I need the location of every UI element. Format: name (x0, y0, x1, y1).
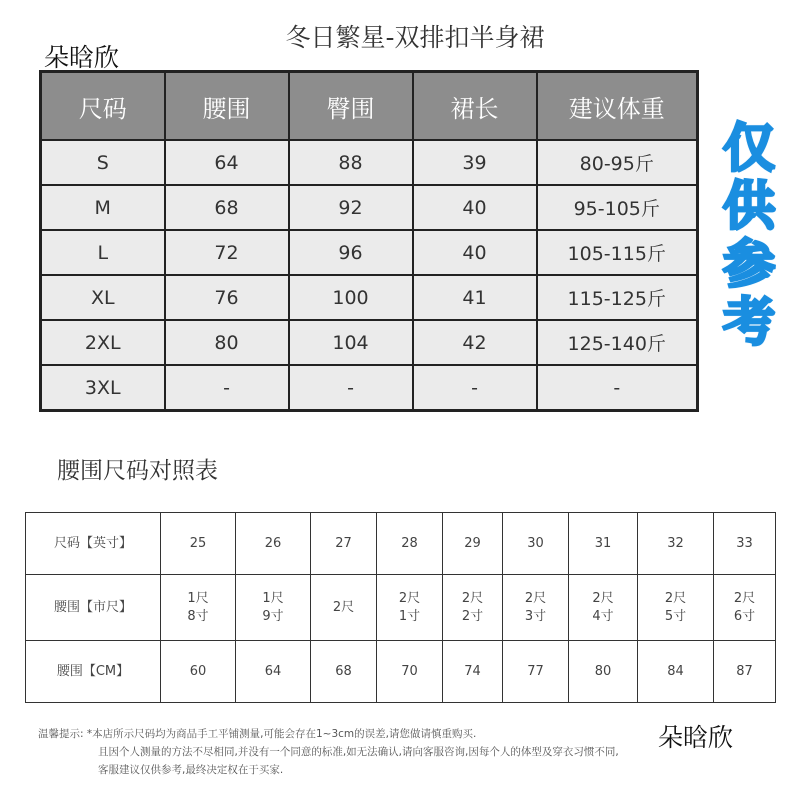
waist-row (26, 641, 776, 703)
size-cell: 104 (289, 320, 413, 365)
size-cell: 115-125斤 (537, 275, 698, 320)
size-cell: 105-115斤 (537, 230, 698, 275)
size-table (39, 70, 699, 412)
waist-row-label: 腰围【市尺】 (26, 575, 161, 641)
size-cell: 80 (165, 320, 289, 365)
size-header-cell: 尺码 (41, 72, 165, 141)
waist-cell (503, 641, 569, 703)
size-table-header-row (41, 72, 698, 141)
size-cell: 72 (165, 230, 289, 275)
size-cell: 125-140斤 (537, 320, 698, 365)
waist-cell-text: 87 (736, 663, 753, 679)
waist-cell-text: 3寸 (524, 608, 547, 624)
size-header-cell: 建议体重 (537, 72, 698, 141)
side-note-char: 考 (722, 293, 775, 353)
waist-cell-text: 27 (335, 535, 352, 551)
size-cell: 41 (413, 275, 537, 320)
size-row (41, 230, 698, 275)
waist-cell (569, 641, 638, 703)
size-row (41, 320, 698, 365)
waist-cell (569, 513, 638, 575)
size-cell: - (537, 365, 698, 411)
waist-cell-text: 9寸 (262, 608, 284, 624)
waist-cell (236, 575, 311, 641)
waist-cell (311, 641, 377, 703)
waist-row (26, 575, 776, 641)
waist-cell (569, 575, 638, 641)
waist-cell (638, 575, 714, 641)
waist-table (25, 512, 776, 703)
waist-cell-text: 28 (401, 535, 418, 551)
waist-cell (377, 513, 443, 575)
waist-section-title: 腰围尺码对照表 (57, 458, 218, 484)
size-cell: 40 (413, 230, 537, 275)
size-cell: 80-95斤 (537, 140, 698, 185)
waist-cell-text: 1寸 (398, 608, 421, 624)
note-line: 且因个人测量的方法不尽相同,并没有一个同意的标准,如无法确认,请向客服咨询,因每个人的体型及穿衣习惯不同, (98, 746, 619, 758)
size-cell: XL (41, 275, 165, 320)
waist-cell-text: 77 (527, 663, 544, 679)
waist-cell-text: 30 (527, 535, 544, 551)
waist-cell-text: 31 (594, 535, 612, 551)
waist-cell-text: 80 (594, 663, 612, 679)
waist-cell (443, 513, 503, 575)
waist-cell-text: 2尺 (398, 590, 421, 606)
waist-row-label: 腰围【CM】 (26, 641, 161, 703)
waist-cell-text: 33 (736, 535, 753, 551)
waist-row-label: 尺码【英寸】 (26, 513, 161, 575)
size-cell: 68 (165, 185, 289, 230)
size-cell: 40 (413, 185, 537, 230)
waist-cell-text: 1尺 (187, 590, 209, 606)
waist-cell-text: 74 (464, 663, 481, 679)
waist-cell-text: 1尺 (262, 590, 284, 606)
waist-cell-text: 2尺 (461, 590, 484, 606)
waist-cell-text: 5寸 (664, 608, 687, 624)
waist-cell-text: 8寸 (187, 608, 209, 624)
waist-cell-text: 4寸 (592, 608, 614, 624)
waist-cell (714, 575, 776, 641)
waist-cell-text: 25 (189, 535, 207, 551)
size-cell: 42 (413, 320, 537, 365)
size-cell: 76 (165, 275, 289, 320)
size-cell: - (165, 365, 289, 411)
size-header-cell: 裙长 (413, 72, 537, 141)
waist-cell (377, 641, 443, 703)
watermark-bottom: 朵晗欣 (658, 723, 734, 752)
size-cell: 96 (289, 230, 413, 275)
waist-cell-text: 2尺 (332, 599, 355, 615)
size-cell: L (41, 230, 165, 275)
side-note-char: 仅 (722, 119, 775, 179)
size-cell: 2XL (41, 320, 165, 365)
waist-cell (161, 575, 236, 641)
waist-cell (161, 641, 236, 703)
waist-cell (714, 641, 776, 703)
size-cell: 39 (413, 140, 537, 185)
waist-cell (443, 575, 503, 641)
reference-only-note (718, 120, 780, 352)
waist-cell-text: 2尺 (733, 590, 756, 606)
waist-cell (311, 513, 377, 575)
size-cell: 64 (165, 140, 289, 185)
side-note-char: 供 (722, 177, 775, 237)
waist-cell-text: 2尺 (664, 590, 687, 606)
waist-cell (443, 641, 503, 703)
waist-cell-text: 68 (335, 663, 352, 679)
size-cell: 92 (289, 185, 413, 230)
size-cell: 3XL (41, 365, 165, 411)
waist-cell (236, 641, 311, 703)
size-row (41, 140, 698, 185)
notes-block (38, 725, 738, 779)
size-cell: M (41, 185, 165, 230)
waist-cell-text: 70 (401, 663, 418, 679)
size-row (41, 275, 698, 320)
watermark-top: 朵晗欣 (44, 43, 120, 72)
size-cell: 100 (289, 275, 413, 320)
waist-cell (714, 513, 776, 575)
waist-cell-text: 32 (667, 535, 684, 551)
waist-cell (377, 575, 443, 641)
waist-cell (311, 575, 377, 641)
waist-cell (236, 513, 311, 575)
waist-cell-text: 2寸 (461, 608, 484, 624)
note-line: 温馨提示: *本店所示尺码均为商品手工平铺测量,可能会存在1~3cm的误差,请您做请慎重购买. (38, 728, 477, 740)
size-cell: S (41, 140, 165, 185)
waist-cell-text: 2尺 (592, 590, 614, 606)
waist-cell-text: 29 (464, 535, 481, 551)
waist-cell-text: 6寸 (733, 608, 756, 624)
waist-cell-text: 60 (189, 663, 207, 679)
waist-row (26, 513, 776, 575)
size-header-cell: 腰围 (165, 72, 289, 141)
waist-cell-text: 64 (264, 663, 282, 679)
size-row (41, 185, 698, 230)
waist-cell-text: 2尺 (524, 590, 547, 606)
waist-cell-text: 84 (667, 663, 684, 679)
size-cell: - (289, 365, 413, 411)
waist-cell (638, 513, 714, 575)
waist-cell (638, 641, 714, 703)
size-header-cell: 臀围 (289, 72, 413, 141)
side-note-char: 参 (722, 235, 775, 295)
size-row (41, 365, 698, 411)
waist-cell (503, 575, 569, 641)
size-cell: - (413, 365, 537, 411)
size-cell: 88 (289, 140, 413, 185)
waist-cell (503, 513, 569, 575)
page-title: 冬日繁星-双排扣半身裙 (285, 23, 545, 52)
note-line: 客服建议仅供参考,最终决定权在于买家. (98, 764, 284, 776)
waist-cell (161, 513, 236, 575)
waist-cell-text: 26 (264, 535, 282, 551)
size-cell: 95-105斤 (537, 185, 698, 230)
